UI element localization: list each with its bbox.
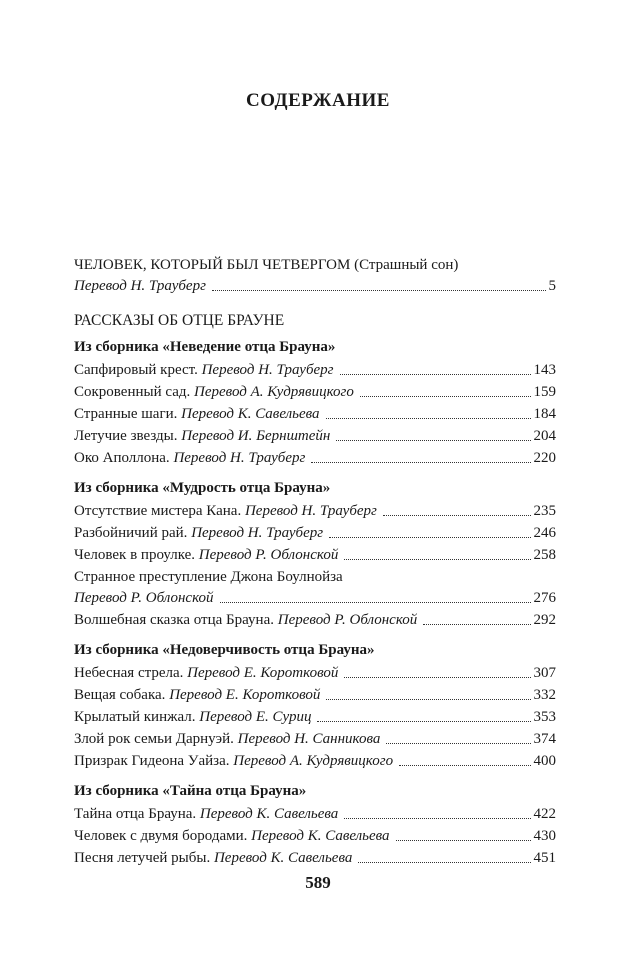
- dot-leader: [344, 559, 530, 560]
- entry-page: 258: [533, 547, 556, 563]
- entry-translator: Перевод Е. Коротковой: [187, 665, 339, 681]
- entry-page: 246: [533, 525, 556, 541]
- entry-page: 220: [533, 450, 556, 466]
- entry-title: Человек в проулке.: [74, 547, 196, 563]
- collection-3: [74, 781, 556, 869]
- dot-leader: [399, 765, 530, 766]
- page-number: 589: [305, 873, 331, 892]
- toc-entry: [74, 545, 556, 566]
- collection-2: [74, 640, 556, 772]
- entry-translator: Перевод К. Савельева: [181, 406, 320, 422]
- entry-title: Странные шаги.: [74, 406, 178, 422]
- collection-heading: Из сборника «Мудрость отца Брауна»: [74, 480, 331, 496]
- toc-entry: [74, 729, 556, 750]
- collection-heading: Из сборника «Недоверчивость отца Брауна»: [74, 642, 375, 658]
- entry-translator: Перевод К. Савельева: [199, 806, 339, 822]
- entry-translator: Перевод Р. Облонской: [74, 590, 214, 606]
- entry-title: Сокровенный сад.: [74, 384, 191, 400]
- dot-leader: [423, 624, 530, 625]
- entry-page: 307: [533, 665, 556, 681]
- dot-leader: [311, 462, 530, 463]
- entry-translator: Перевод Р. Облонской: [277, 612, 418, 628]
- dot-leader: [344, 818, 530, 819]
- novel-page: 5: [548, 278, 556, 294]
- collection-heading: Из сборника «Тайна отца Брауна»: [74, 783, 307, 799]
- entry-page: 159: [533, 384, 556, 400]
- entry-translator: Перевод Е. Коротковой: [169, 687, 321, 703]
- collection-0: [74, 337, 556, 469]
- toc-entry: [74, 501, 556, 522]
- entry-page: 292: [533, 612, 556, 628]
- dot-leader: [358, 862, 530, 863]
- toc-entry: [74, 848, 556, 869]
- entry-translator: Перевод К. Савельева: [213, 850, 353, 866]
- collection-heading: Из сборника «Неведение отца Брауна»: [74, 339, 336, 355]
- toc-entry: [74, 382, 556, 403]
- entry-title: Волшебная сказка отца Брауна.: [74, 612, 274, 628]
- dot-leader: [360, 396, 531, 397]
- dot-leader: [344, 677, 530, 678]
- entry-title: Тайна отца Брауна.: [74, 806, 197, 822]
- entry-page: 276: [533, 590, 556, 606]
- toc-entry: [74, 588, 556, 609]
- section-title: РАССКАЗЫ ОБ ОТЦЕ БРАУНЕ: [74, 312, 285, 329]
- dot-leader: [386, 743, 530, 744]
- entry-title: Отсутствие мистера Кана.: [74, 503, 242, 519]
- entry-page: 353: [533, 709, 556, 725]
- dot-leader: [329, 537, 530, 538]
- entry-title: Око Аполлона.: [74, 450, 170, 466]
- dot-leader: [317, 721, 530, 722]
- dot-leader: [340, 374, 531, 375]
- dot-leader: [326, 418, 531, 419]
- dot-leader: [212, 290, 546, 291]
- entry-translator: Перевод Е. Суриц: [199, 709, 312, 725]
- dot-leader: [326, 699, 530, 700]
- entry-page: 451: [533, 850, 556, 866]
- dot-leader: [396, 840, 531, 841]
- entry-title-line: Странное преступление Джона Боулнойза: [74, 569, 343, 585]
- entry-page: 374: [533, 731, 556, 747]
- entry-page: 184: [533, 406, 556, 422]
- dot-leader: [336, 440, 530, 441]
- entry-translator: Перевод А. Кудрявицкого: [233, 753, 394, 769]
- toc-entry: [74, 404, 556, 425]
- entry-title: Летучие звезды.: [74, 428, 178, 444]
- novel-title: ЧЕЛОВЕК, КОТОРЫЙ БЫЛ ЧЕТВЕРГОМ (Страшный сон): [74, 257, 459, 273]
- toc-entry: [74, 826, 556, 847]
- entry-translator: Перевод К. Савельева: [251, 828, 390, 844]
- novel-entry: [74, 276, 556, 297]
- toc-entry: [74, 707, 556, 728]
- toc-entry: [74, 426, 556, 447]
- entry-title: Человек с двумя бородами.: [74, 828, 248, 844]
- entry-page: 400: [533, 753, 556, 769]
- toc-entry: [74, 523, 556, 544]
- entry-page: 143: [533, 362, 556, 378]
- entry-title: Злой рок семьи Дарнуэй.: [74, 731, 234, 747]
- entry-translator: Перевод И. Бернштейн: [181, 428, 331, 444]
- entry-translator: Перевод Н. Санникова: [237, 731, 381, 747]
- entry-page: 235: [533, 503, 556, 519]
- entry-translator: Перевод Н. Трауберг: [173, 450, 306, 466]
- entry-title: Песня летучей рыбы.: [74, 850, 211, 866]
- toc-entry: [74, 360, 556, 381]
- toc-entry: [74, 448, 556, 469]
- entry-title: Разбойничий рай.: [74, 525, 188, 541]
- entry-translator: Перевод Н. Трауберг: [244, 503, 377, 519]
- toc-entry: [74, 663, 556, 684]
- collection-1: [74, 478, 556, 631]
- entry-translator: Перевод А. Кудрявицкого: [194, 384, 354, 400]
- toc-entry: [74, 685, 556, 706]
- entry-title: Крылатый кинжал.: [74, 709, 196, 725]
- entry-title: Сапфировый крест.: [74, 362, 198, 378]
- entry-page: 204: [533, 428, 556, 444]
- entry-translator: Перевод Р. Облонской: [198, 547, 339, 563]
- table-of-contents: [74, 255, 556, 869]
- entry-translator: Перевод Н. Трауберг: [191, 525, 324, 541]
- novel-translator: Перевод Н. Трауберг: [74, 278, 206, 294]
- entry-title: Призрак Гидеона Уайза.: [74, 753, 230, 769]
- toc-entry: [74, 610, 556, 631]
- entry-title: Небесная стрела.: [74, 665, 184, 681]
- entry-page: 422: [533, 806, 556, 822]
- toc-entry: [74, 751, 556, 772]
- entry-page: 332: [533, 687, 556, 703]
- toc-entry: [74, 804, 556, 825]
- page-title: СОДЕРЖАНИЕ: [246, 90, 390, 111]
- entry-translator: Перевод Н. Трауберг: [201, 362, 334, 378]
- dot-leader: [220, 602, 531, 603]
- entry-page: 430: [533, 828, 556, 844]
- dot-leader: [383, 515, 531, 516]
- entry-title: Вещая собака.: [74, 687, 166, 703]
